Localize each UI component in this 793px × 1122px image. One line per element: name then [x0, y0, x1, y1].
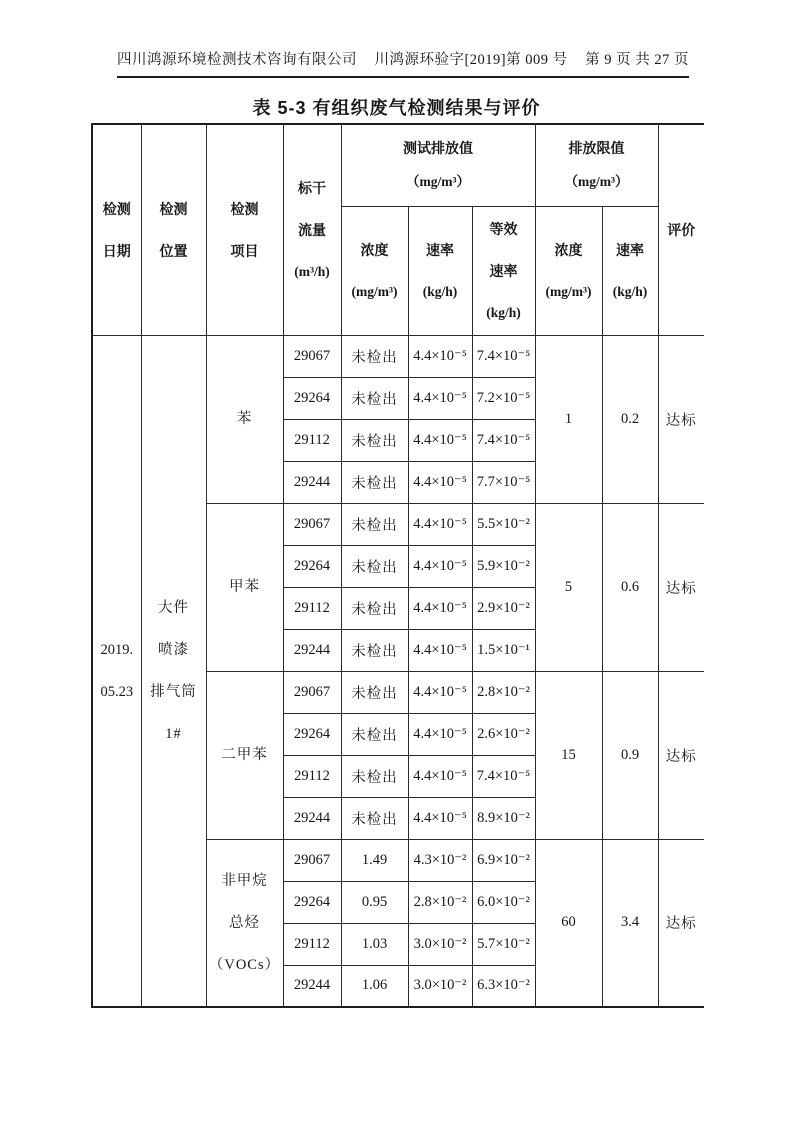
flow-value: 29244	[283, 629, 341, 671]
col-header-test-rate: 速率 (kg/h)	[408, 206, 472, 335]
col-header-test-group: 测试排放值 （mg/m³）	[341, 124, 535, 206]
equiv-rate-value: 5.5×10⁻²	[472, 503, 535, 545]
limit-concentration: 15	[535, 671, 602, 839]
concentration-value: 未检出	[341, 671, 408, 713]
evaluation-result: 达标	[658, 839, 704, 1007]
equiv-rate-value: 7.2×10⁻⁵	[472, 377, 535, 419]
rate-value: 3.0×10⁻²	[408, 965, 472, 1007]
rate-value: 4.4×10⁻⁵	[408, 461, 472, 503]
rate-value: 4.4×10⁻⁵	[408, 797, 472, 839]
evaluation-result: 达标	[658, 503, 704, 671]
col-header-item: 检测 项目	[206, 124, 283, 335]
limit-rate: 0.2	[602, 335, 658, 503]
item-name: 二甲苯	[206, 671, 283, 839]
equiv-rate-value: 5.7×10⁻²	[472, 923, 535, 965]
flow-value: 29067	[283, 503, 341, 545]
flow-value: 29264	[283, 713, 341, 755]
flow-value: 29112	[283, 419, 341, 461]
equiv-rate-value: 6.0×10⁻²	[472, 881, 535, 923]
flow-value: 29067	[283, 671, 341, 713]
evaluation-result: 达标	[658, 335, 704, 503]
concentration-value: 未检出	[341, 797, 408, 839]
table-row	[92, 124, 704, 206]
concentration-value: 未检出	[341, 713, 408, 755]
rate-value: 3.0×10⁻²	[408, 923, 472, 965]
col-header-flow: 标干 流量 (m³/h)	[283, 124, 341, 335]
col-header-limit-rate: 速率 (kg/h)	[602, 206, 658, 335]
rate-value: 4.4×10⁻⁵	[408, 713, 472, 755]
equiv-rate-value: 1.5×10⁻¹	[472, 629, 535, 671]
rate-value: 4.4×10⁻⁵	[408, 755, 472, 797]
flow-value: 29244	[283, 797, 341, 839]
concentration-value: 0.95	[341, 881, 408, 923]
concentration-value: 未检出	[341, 629, 408, 671]
limit-rate: 3.4	[602, 839, 658, 1007]
flow-value: 29112	[283, 755, 341, 797]
concentration-value: 1.49	[341, 839, 408, 881]
report-number: 川鸿源环验字[2019]第 009 号	[374, 52, 568, 68]
flow-value: 29112	[283, 923, 341, 965]
concentration-value: 未检出	[341, 545, 408, 587]
page-number: 第 9 页 共 27 页	[585, 52, 689, 68]
concentration-value: 未检出	[341, 755, 408, 797]
item-name: 甲苯	[206, 503, 283, 671]
location-value: 大件 喷漆 排气筒 1#	[141, 335, 206, 1007]
rate-value: 4.4×10⁻⁵	[408, 545, 472, 587]
equiv-rate-value: 2.9×10⁻²	[472, 587, 535, 629]
running-head	[117, 48, 689, 78]
flow-value: 29244	[283, 965, 341, 1007]
equiv-rate-value: 7.7×10⁻⁵	[472, 461, 535, 503]
rate-value: 4.4×10⁻⁵	[408, 587, 472, 629]
flow-value: 29067	[283, 839, 341, 881]
table-title: 表 5-3 有组织废气检测结果与评价	[252, 98, 541, 118]
equiv-rate-value: 7.4×10⁻⁵	[472, 755, 535, 797]
rate-value: 4.4×10⁻⁵	[408, 377, 472, 419]
rate-value: 4.3×10⁻²	[408, 839, 472, 881]
flow-value: 29244	[283, 461, 341, 503]
concentration-value: 未检出	[341, 335, 408, 377]
col-header-location: 检测 位置	[141, 124, 206, 335]
rate-value: 4.4×10⁻⁵	[408, 335, 472, 377]
equiv-rate-value: 5.9×10⁻²	[472, 545, 535, 587]
equiv-rate-value: 2.6×10⁻²	[472, 713, 535, 755]
limit-rate: 0.6	[602, 503, 658, 671]
concentration-value: 未检出	[341, 587, 408, 629]
concentration-value: 未检出	[341, 503, 408, 545]
rate-value: 4.4×10⁻⁵	[408, 503, 472, 545]
results-table	[91, 123, 704, 1008]
limit-concentration: 60	[535, 839, 602, 1007]
equiv-rate-value: 6.3×10⁻²	[472, 965, 535, 1007]
rate-value: 4.4×10⁻⁵	[408, 629, 472, 671]
col-header-evaluation: 评价	[658, 124, 704, 335]
item-name: 苯	[206, 335, 283, 503]
rate-value: 2.8×10⁻²	[408, 881, 472, 923]
equiv-rate-value: 2.8×10⁻²	[472, 671, 535, 713]
flow-value: 29264	[283, 881, 341, 923]
flow-value: 29067	[283, 335, 341, 377]
company-name: 四川鸿源环境检测技术咨询有限公司	[117, 52, 357, 68]
rate-value: 4.4×10⁻⁵	[408, 671, 472, 713]
col-header-equiv-rate: 等效 速率 (kg/h)	[472, 206, 535, 335]
equiv-rate-value: 6.9×10⁻²	[472, 839, 535, 881]
table-row	[92, 335, 704, 377]
concentration-value: 未检出	[341, 377, 408, 419]
limit-concentration: 5	[535, 503, 602, 671]
flow-value: 29112	[283, 587, 341, 629]
col-header-limit-concentration: 浓度 (mg/m³)	[535, 206, 602, 335]
flow-value: 29264	[283, 545, 341, 587]
equiv-rate-value: 7.4×10⁻⁵	[472, 419, 535, 461]
evaluation-result: 达标	[658, 671, 704, 839]
limit-concentration: 1	[535, 335, 602, 503]
item-name: 非甲烷 总烃 （VOCs）	[206, 839, 283, 1007]
equiv-rate-value: 7.4×10⁻⁵	[472, 335, 535, 377]
col-header-date: 检测 日期	[92, 124, 141, 335]
col-header-limit-group: 排放限值 （mg/m³）	[535, 124, 658, 206]
concentration-value: 1.06	[341, 965, 408, 1007]
equiv-rate-value: 8.9×10⁻²	[472, 797, 535, 839]
date-value: 2019. 05.23	[92, 335, 141, 1007]
rate-value: 4.4×10⁻⁵	[408, 419, 472, 461]
concentration-value: 1.03	[341, 923, 408, 965]
limit-rate: 0.9	[602, 671, 658, 839]
concentration-value: 未检出	[341, 461, 408, 503]
flow-value: 29264	[283, 377, 341, 419]
col-header-test-concentration: 浓度 (mg/m³)	[341, 206, 408, 335]
concentration-value: 未检出	[341, 419, 408, 461]
